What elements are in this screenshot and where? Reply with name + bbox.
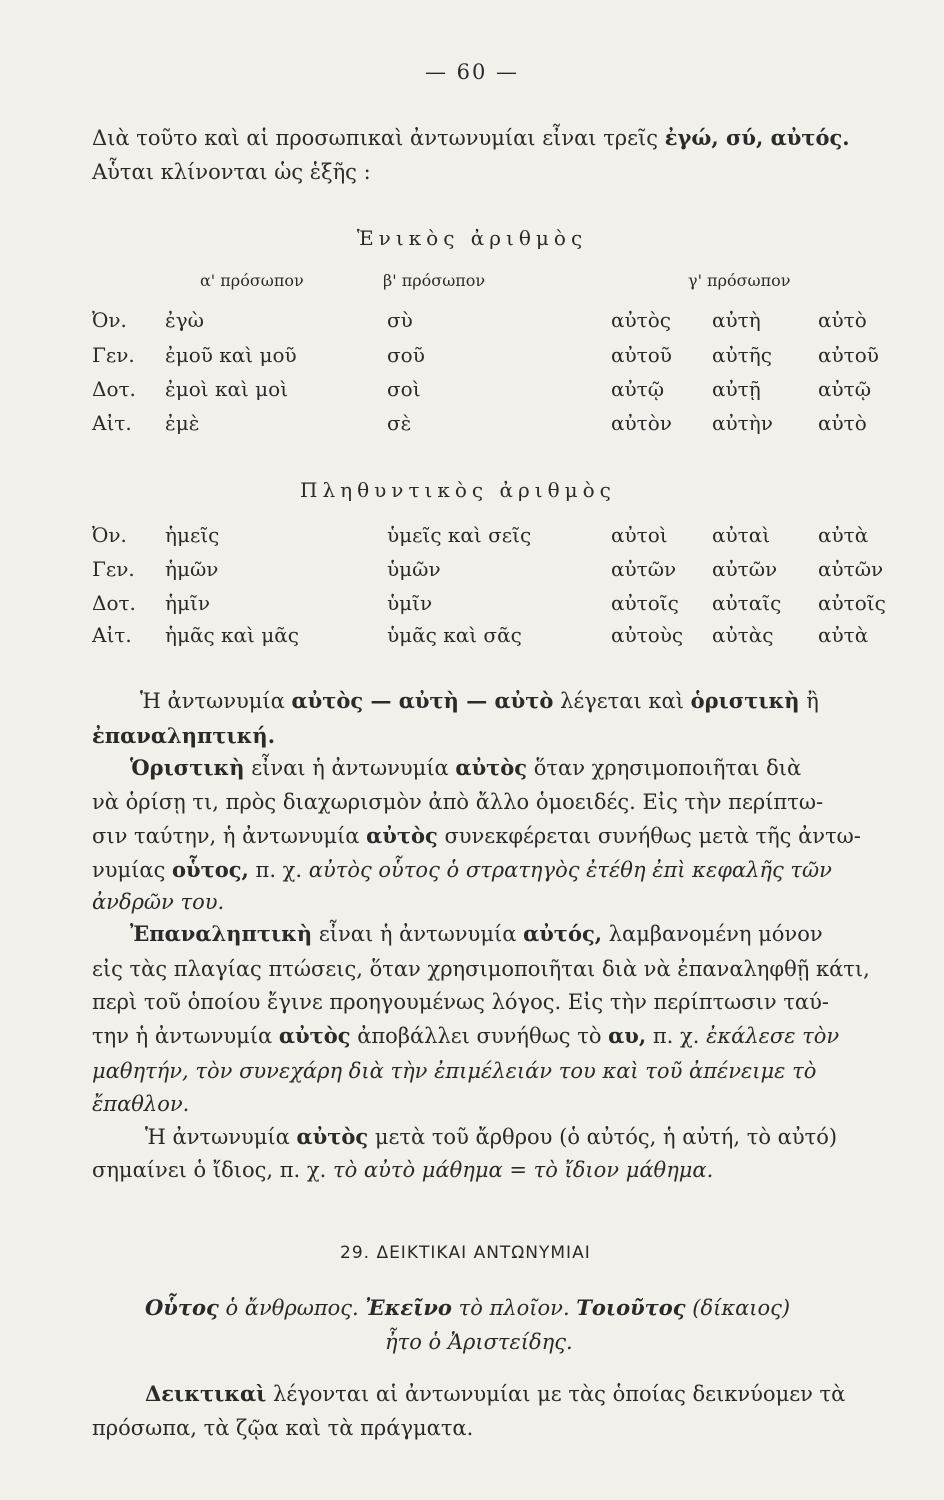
third-neut-form: αὐτοῦ bbox=[818, 343, 879, 367]
first-person-form: ἐμοῦ καὶ μοῦ bbox=[165, 343, 297, 367]
third-masc-form: αὐτῶν bbox=[611, 557, 677, 581]
second-person-form: σοῦ bbox=[387, 343, 425, 367]
third-neut-form: αὐτῷ bbox=[818, 377, 872, 401]
third-fem-form: αὐτὰς bbox=[712, 623, 774, 647]
case-label: Δοτ. bbox=[92, 377, 136, 401]
third-fem-form: αὐταὶ bbox=[712, 523, 771, 547]
first-person-form: ἐμοὶ καὶ μοὶ bbox=[165, 377, 289, 401]
para2-line-2: νὰ ὁρίσῃ τι, πρὸς διαχωρισμὸν ἀπὸ ἄλλο ὁμοειδές. Εἰς τὴν περίπτω- bbox=[92, 790, 824, 814]
para3-line-3: περὶ τοῦ ὁποίου ἔγινε προηγουμένως λόγος. Εἰς τὴν περίπτωσιν ταύ- bbox=[92, 990, 829, 1014]
plural-title: Πληθυντικὸς ἀριθμὸς bbox=[300, 478, 616, 502]
third-fem-form: αὐτῆς bbox=[712, 343, 772, 367]
second-person-form: σὺ bbox=[387, 308, 413, 332]
case-label: Ὀν. bbox=[92, 523, 127, 547]
para3-line-6: ἔπαθλον. bbox=[92, 1092, 190, 1116]
para4-line-1: Ἡ ἀντωνυμία αὐτὸς μετὰ τοῦ ἄρθρου (ὁ αὐτός, ἡ αὐτή, τὸ αὐτό) bbox=[145, 1124, 838, 1149]
second-person-form: ὑμᾶς καὶ σᾶς bbox=[387, 623, 522, 647]
para2-line-1: Ὁριστικὴ εἶναι ἡ ἀντωνυμία αὐτὸς ὅταν χρησιμοποιῆται διὰ bbox=[130, 755, 802, 780]
first-person-form: ἐγὼ bbox=[165, 308, 204, 332]
header-second-person: β' πρόσωπον bbox=[383, 271, 486, 290]
third-masc-form: αὐτῷ bbox=[611, 377, 665, 401]
third-masc-form: αὐτοῖς bbox=[611, 591, 679, 615]
header-third-person: γ' πρόσωπον bbox=[688, 271, 791, 290]
case-label: Ὀν. bbox=[92, 308, 127, 332]
third-neut-form: αὐτὰ bbox=[818, 523, 869, 547]
third-neut-form: αὐτὸ bbox=[818, 308, 867, 332]
para1-line-2: ἐπαναληπτική. bbox=[92, 723, 276, 748]
third-neut-form: αὐτὰ bbox=[818, 623, 869, 647]
example-line-2: ἦτο ὁ Ἀριστείδης. bbox=[385, 1330, 573, 1354]
intro-line-2: Αὗται κλίνονται ὡς ἑξῆς : bbox=[92, 160, 371, 184]
third-fem-form: αὐτὴν bbox=[712, 411, 773, 435]
third-masc-form: αὐτὸν bbox=[611, 411, 672, 435]
second-person-form: ὑμῶν bbox=[387, 557, 441, 581]
third-neut-form: αὐτὸ bbox=[818, 411, 867, 435]
first-person-form: ἡμῶν bbox=[165, 557, 219, 581]
third-fem-form: αὐτῶν bbox=[712, 557, 778, 581]
section-heading: 29. ΔΕΙΚΤΙΚΑΙ ΑΝΤΩΝΥΜΙΑΙ bbox=[340, 1243, 591, 1263]
para4-line-2: σημαίνει ὁ ἴδιος, π. χ. τὸ αὐτὸ μάθημα = τὸ ἴδιον μάθημα. bbox=[92, 1158, 714, 1182]
second-person-form: ὑμεῖς καὶ σεῖς bbox=[387, 523, 532, 547]
second-person-form: ὑμῖν bbox=[387, 591, 433, 615]
page-number: — 60 — bbox=[424, 60, 520, 84]
para2-line-5: ἀνδρῶν του. bbox=[92, 890, 225, 914]
third-fem-form: αὐταῖς bbox=[712, 591, 782, 615]
first-person-form: ἡμᾶς καὶ μᾶς bbox=[165, 623, 299, 647]
third-neut-form: αὐτῶν bbox=[818, 557, 884, 581]
first-person-form: ἡμεῖς bbox=[165, 523, 220, 547]
para3-line-5: μαθητήν, τὸν συνεχάρη διὰ τὴν ἐπιμέλειάν του καὶ τοῦ ἀπένειμε τὸ bbox=[92, 1059, 817, 1083]
singular-title: Ἑνικὸς ἀριθμὸς bbox=[356, 226, 588, 250]
third-masc-form: αὐτοῦ bbox=[611, 343, 672, 367]
intro-text: Διὰ τοῦτο καὶ αἱ προσωπικαὶ ἀντωνυμίαι εἶναι τρεῖς bbox=[92, 126, 665, 150]
header-first-person: α' πρόσωπον bbox=[200, 271, 304, 290]
case-label: Αἰτ. bbox=[92, 623, 132, 647]
first-person-form: ἡμῖν bbox=[165, 591, 210, 615]
third-neut-form: αὐτοῖς bbox=[818, 591, 886, 615]
third-fem-form: αὐτῇ bbox=[712, 377, 761, 401]
example-line-1: Οὗτος ὁ ἄνθρωπος. Ἐκεῖνο τὸ πλοῖον. Τοιοῦτος (δίκαιος) bbox=[145, 1295, 791, 1320]
para3-line-4: την ἡ ἀντωνυμία αὐτὸς ἀποβάλλει συνήθως τὸ αυ, π. χ. ἐκάλεσε τὸν bbox=[92, 1023, 840, 1048]
third-masc-form: αὐτοὺς bbox=[611, 623, 684, 647]
case-label: Γεν. bbox=[92, 343, 135, 367]
para3-line-2: εἰς τὰς πλαγίας πτώσεις, ὅταν χρησιμοποιῆται διὰ νὰ ἐπαναληφθῇ κάτι, bbox=[92, 957, 870, 981]
third-masc-form: αὐτοὶ bbox=[611, 523, 668, 547]
para3-line-1: Ἐπαναληπτικὴ εἶναι ἡ ἀντωνυμία αὐτός, λαμβανομένη μόνον bbox=[130, 921, 823, 946]
case-label: Δοτ. bbox=[92, 591, 136, 615]
third-fem-form: αὐτὴ bbox=[712, 308, 761, 332]
case-label: Γεν. bbox=[92, 557, 135, 581]
definition-line-1: Δεικτικαὶ λέγονται αἱ ἀντωνυμίαι με τὰς ὁποίας δεικνύομεν τὰ bbox=[145, 1381, 846, 1406]
para1-line-1: Ἡ ἀντωνυμία αὐτὸς — αὐτὴ — αὐτὸ λέγεται καὶ ὁριστικὴ ἢ bbox=[140, 688, 819, 713]
intro-line-1 bbox=[92, 124, 850, 152]
first-person-form: ἐμὲ bbox=[165, 411, 200, 435]
para2-line-3: σιν ταύτην, ἡ ἀντωνυμία αὐτὸς συνεκφέρεται συνήθως μετὰ τῆς ἀντω- bbox=[92, 823, 861, 848]
second-person-form: σοὶ bbox=[387, 377, 421, 401]
intro-pronouns: ἐγώ, σύ, αὐτός. bbox=[664, 125, 850, 150]
definition-line-2: πρόσωπα, τὰ ζῷα καὶ τὰ πράγματα. bbox=[92, 1416, 474, 1440]
para2-line-4: νυμίας οὗτος, π. χ. αὐτὸς οὗτος ὁ στρατηγὸς ἐτέθη ἐπὶ κεφαλῆς τῶν bbox=[92, 857, 832, 882]
case-label: Αἰτ. bbox=[92, 411, 132, 435]
third-masc-form: αὐτὸς bbox=[611, 308, 671, 332]
second-person-form: σὲ bbox=[387, 411, 412, 435]
